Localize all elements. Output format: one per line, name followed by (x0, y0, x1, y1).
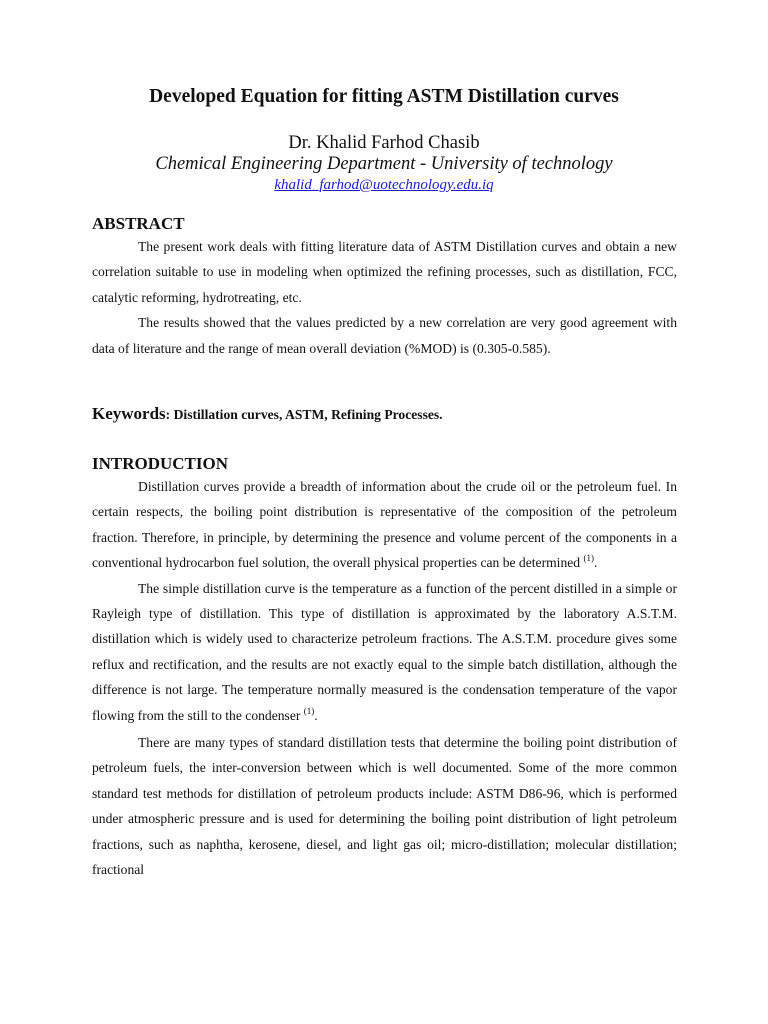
introduction-section (92, 454, 677, 883)
abstract-paragraph-1: The present work deals with fitting literature data of ASTM Distillation curves and obtain a new correlation suitable to use in modeling when optimized the refining processes, such as distillation, FCC, catalytic reforming, hydrotreating, etc. (92, 239, 677, 305)
abstract-section (92, 214, 677, 361)
abstract-heading: ABSTRACT (92, 214, 185, 233)
citation-ref: (1) (583, 553, 594, 564)
keywords-label: Keywords (92, 404, 166, 423)
keywords-separator: : (165, 407, 174, 422)
email-link[interactable]: khalid_farhod@uotechnology.edu.iq (274, 177, 494, 193)
abstract-paragraph-2: The results showed that the values predicted by a new correlation are very good agreement with data of literature and the range of mean overall deviation (%MOD) is (0.305-0.585). (92, 315, 677, 356)
paragraph-text: The simple distillation curve is the temperature as a function of the percent distilled in a simple or Rayleigh type of distillation. This type of distillation is approximated by the laboratory A.S.T.M. distillation which is widely used to characterize petroleum fractions. The A.S.T.M. procedure gives some reflux and rectification, and the results are not exactly equal to the simple batch distillation, although the difference is not large. The temperature normally measured is the condensation temperature of the vapor flowing from the still to the condenser (92, 580, 677, 723)
introduction-heading: INTRODUCTION (92, 454, 229, 473)
author-name: Dr. Khalid Farhod Chasib (288, 133, 480, 153)
introduction-paragraph-3: There are many types of standard distillation tests that determine the boiling point distribution of petroleum fuels, the inter-conversion between which is well documented. Some of the more common standard test methods for distillation of petroleum products include: ASTM D86-96, which is performed under atmospheric pressure and is used for determining the boiling point distribution of light petroleum fractions, such as naphtha, kerosene, diesel, and light gas oil; micro-distillation; molecular distillation; fractional (92, 735, 677, 878)
introduction-paragraph-2 (92, 576, 677, 728)
paragraph-end: . (593, 555, 598, 571)
author-affiliation: Chemical Engineering Department - University of technology (155, 154, 613, 174)
citation-ref: (1) (303, 705, 315, 716)
author-email (0, 177, 768, 194)
paragraph-text: Distillation curves provide a breadth of information about the crude oil or the petroleum fuel. In certain respects, the boiling point distribution is representative of the composition of the petroleum fraction. Therefore, in principle, by determining the presence and volume percent of the components in a conventional hydrocarbon fuel solution, the overall physical properties can be determined (92, 479, 677, 571)
introduction-paragraph-1 (92, 474, 677, 576)
paragraph-end: . (314, 707, 318, 723)
keywords-line (92, 404, 677, 424)
paper-title: Developed Equation for fitting ASTM Distillation curves (149, 86, 619, 107)
keywords-text: Distillation curves, ASTM, Refining Processes. (173, 407, 443, 422)
